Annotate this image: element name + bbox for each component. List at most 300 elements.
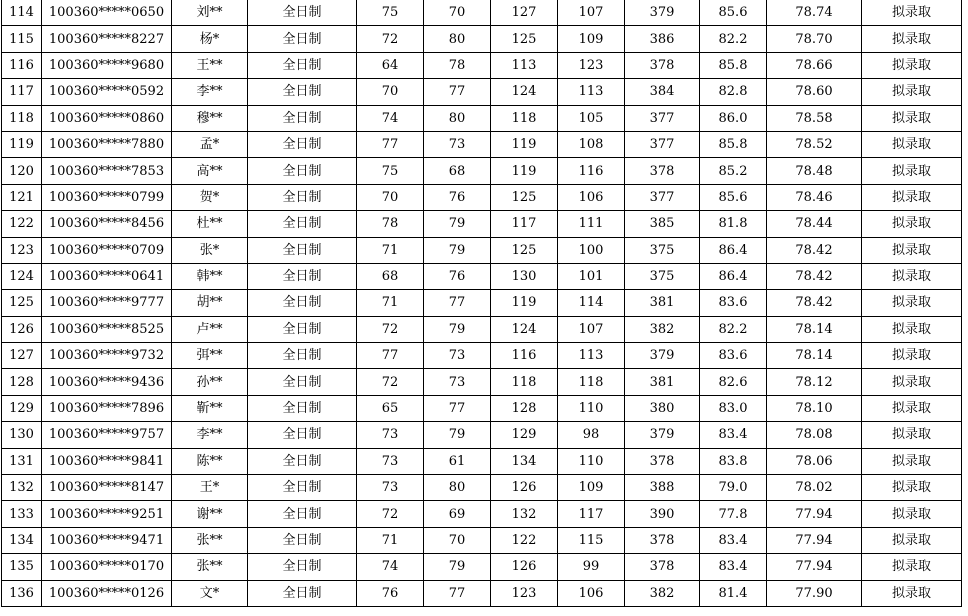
score-english-cell: 70 <box>424 527 491 553</box>
row-number-cell: 130 <box>2 422 42 448</box>
admission-status-cell: 拟录取 <box>862 105 962 131</box>
study-mode-cell: 全日制 <box>248 211 357 237</box>
score-english-cell: 77 <box>424 395 491 421</box>
score-math-cell: 127 <box>491 0 558 26</box>
score-major-cell: 113 <box>558 79 625 105</box>
total-score-cell: 375 <box>625 263 700 289</box>
exam-id-cell: 100360*****9732 <box>42 343 172 369</box>
score-major-cell: 114 <box>558 290 625 316</box>
candidate-name-cell: 杜** <box>172 211 248 237</box>
study-mode-cell: 全日制 <box>248 343 357 369</box>
exam-id-cell: 100360*****9757 <box>42 422 172 448</box>
retest-score-cell: 81.8 <box>700 211 767 237</box>
final-score-cell: 78.12 <box>767 369 862 395</box>
score-english-cell: 77 <box>424 79 491 105</box>
exam-id-cell: 100360*****9436 <box>42 369 172 395</box>
retest-score-cell: 85.8 <box>700 52 767 78</box>
score-major-cell: 101 <box>558 263 625 289</box>
total-score-cell: 386 <box>625 26 700 52</box>
score-major-cell: 107 <box>558 0 625 26</box>
row-number-cell: 127 <box>2 343 42 369</box>
study-mode-cell: 全日制 <box>248 237 357 263</box>
score-major-cell: 113 <box>558 343 625 369</box>
final-score-cell: 78.52 <box>767 131 862 157</box>
table-row <box>2 475 962 501</box>
exam-id-cell: 100360*****9777 <box>42 290 172 316</box>
score-math-cell: 128 <box>491 395 558 421</box>
exam-id-cell: 100360*****0650 <box>42 0 172 26</box>
candidate-name-cell: 文* <box>172 580 248 606</box>
score-english-cell: 70 <box>424 0 491 26</box>
score-math-cell: 126 <box>491 475 558 501</box>
score-major-cell: 107 <box>558 316 625 342</box>
score-english-cell: 79 <box>424 316 491 342</box>
final-score-cell: 77.94 <box>767 527 862 553</box>
total-score-cell: 377 <box>625 131 700 157</box>
score-politics-cell: 70 <box>357 184 424 210</box>
table-row <box>2 343 962 369</box>
score-math-cell: 125 <box>491 237 558 263</box>
study-mode-cell: 全日制 <box>248 395 357 421</box>
admission-status-cell: 拟录取 <box>862 0 962 26</box>
study-mode-cell: 全日制 <box>248 131 357 157</box>
score-english-cell: 78 <box>424 52 491 78</box>
candidate-name-cell: 靳** <box>172 395 248 421</box>
study-mode-cell: 全日制 <box>248 290 357 316</box>
candidate-name-cell: 穆** <box>172 105 248 131</box>
row-number-cell: 114 <box>2 0 42 26</box>
score-politics-cell: 64 <box>357 52 424 78</box>
score-politics-cell: 72 <box>357 26 424 52</box>
total-score-cell: 380 <box>625 395 700 421</box>
table-row <box>2 501 962 527</box>
final-score-cell: 78.08 <box>767 422 862 448</box>
admission-status-cell: 拟录取 <box>862 263 962 289</box>
exam-id-cell: 100360*****7896 <box>42 395 172 421</box>
score-english-cell: 80 <box>424 475 491 501</box>
final-score-cell: 78.48 <box>767 158 862 184</box>
score-politics-cell: 74 <box>357 105 424 131</box>
score-politics-cell: 75 <box>357 0 424 26</box>
score-english-cell: 79 <box>424 237 491 263</box>
score-major-cell: 100 <box>558 237 625 263</box>
table-row <box>2 237 962 263</box>
candidate-name-cell: 李** <box>172 422 248 448</box>
admission-status-cell: 拟录取 <box>862 184 962 210</box>
score-math-cell: 125 <box>491 184 558 210</box>
table-row <box>2 369 962 395</box>
score-math-cell: 129 <box>491 422 558 448</box>
final-score-cell: 78.42 <box>767 290 862 316</box>
retest-score-cell: 82.2 <box>700 26 767 52</box>
exam-id-cell: 100360*****8147 <box>42 475 172 501</box>
admission-status-cell: 拟录取 <box>862 316 962 342</box>
score-english-cell: 79 <box>424 211 491 237</box>
score-politics-cell: 71 <box>357 290 424 316</box>
score-math-cell: 124 <box>491 316 558 342</box>
score-english-cell: 77 <box>424 290 491 316</box>
score-politics-cell: 77 <box>357 131 424 157</box>
score-math-cell: 134 <box>491 448 558 474</box>
score-english-cell: 79 <box>424 554 491 580</box>
study-mode-cell: 全日制 <box>248 263 357 289</box>
total-score-cell: 375 <box>625 237 700 263</box>
study-mode-cell: 全日制 <box>248 0 357 26</box>
score-english-cell: 73 <box>424 131 491 157</box>
candidate-name-cell: 张** <box>172 554 248 580</box>
total-score-cell: 381 <box>625 290 700 316</box>
total-score-cell: 379 <box>625 343 700 369</box>
row-number-cell: 120 <box>2 158 42 184</box>
candidate-name-cell: 谢** <box>172 501 248 527</box>
total-score-cell: 377 <box>625 105 700 131</box>
score-politics-cell: 72 <box>357 501 424 527</box>
candidate-name-cell: 孙** <box>172 369 248 395</box>
score-english-cell: 79 <box>424 422 491 448</box>
exam-id-cell: 100360*****9471 <box>42 527 172 553</box>
score-english-cell: 68 <box>424 158 491 184</box>
final-score-cell: 78.02 <box>767 475 862 501</box>
score-major-cell: 110 <box>558 448 625 474</box>
total-score-cell: 379 <box>625 0 700 26</box>
candidate-name-cell: 张** <box>172 527 248 553</box>
final-score-cell: 78.60 <box>767 79 862 105</box>
exam-id-cell: 100360*****0170 <box>42 554 172 580</box>
candidate-name-cell: 弭** <box>172 343 248 369</box>
study-mode-cell: 全日制 <box>248 501 357 527</box>
candidate-name-cell: 王** <box>172 52 248 78</box>
exam-id-cell: 100360*****9251 <box>42 501 172 527</box>
final-score-cell: 78.42 <box>767 263 862 289</box>
table-row <box>2 158 962 184</box>
admission-status-cell: 拟录取 <box>862 290 962 316</box>
admission-status-cell: 拟录取 <box>862 501 962 527</box>
candidate-name-cell: 杨* <box>172 26 248 52</box>
exam-id-cell: 100360*****0860 <box>42 105 172 131</box>
total-score-cell: 382 <box>625 580 700 606</box>
score-major-cell: 111 <box>558 211 625 237</box>
score-english-cell: 80 <box>424 105 491 131</box>
study-mode-cell: 全日制 <box>248 448 357 474</box>
score-english-cell: 76 <box>424 263 491 289</box>
final-score-cell: 78.74 <box>767 0 862 26</box>
total-score-cell: 379 <box>625 422 700 448</box>
admission-status-cell: 拟录取 <box>862 580 962 606</box>
final-score-cell: 78.14 <box>767 316 862 342</box>
score-major-cell: 99 <box>558 554 625 580</box>
score-major-cell: 123 <box>558 52 625 78</box>
candidate-name-cell: 李** <box>172 79 248 105</box>
total-score-cell: 385 <box>625 211 700 237</box>
retest-score-cell: 85.8 <box>700 131 767 157</box>
score-math-cell: 119 <box>491 290 558 316</box>
candidate-name-cell: 卢** <box>172 316 248 342</box>
score-major-cell: 115 <box>558 527 625 553</box>
score-english-cell: 69 <box>424 501 491 527</box>
admission-status-cell: 拟录取 <box>862 131 962 157</box>
score-math-cell: 113 <box>491 52 558 78</box>
row-number-cell: 123 <box>2 237 42 263</box>
row-number-cell: 118 <box>2 105 42 131</box>
table-row <box>2 448 962 474</box>
table-body <box>2 0 962 606</box>
score-math-cell: 123 <box>491 580 558 606</box>
study-mode-cell: 全日制 <box>248 158 357 184</box>
exam-id-cell: 100360*****7853 <box>42 158 172 184</box>
table-row <box>2 316 962 342</box>
row-number-cell: 133 <box>2 501 42 527</box>
score-math-cell: 130 <box>491 263 558 289</box>
exam-id-cell: 100360*****8456 <box>42 211 172 237</box>
row-number-cell: 119 <box>2 131 42 157</box>
score-politics-cell: 72 <box>357 369 424 395</box>
retest-score-cell: 83.6 <box>700 290 767 316</box>
score-math-cell: 122 <box>491 527 558 553</box>
score-math-cell: 119 <box>491 131 558 157</box>
admission-status-cell: 拟录取 <box>862 52 962 78</box>
study-mode-cell: 全日制 <box>248 475 357 501</box>
candidate-name-cell: 高** <box>172 158 248 184</box>
table-row <box>2 131 962 157</box>
row-number-cell: 135 <box>2 554 42 580</box>
score-math-cell: 118 <box>491 105 558 131</box>
score-math-cell: 132 <box>491 501 558 527</box>
admission-status-cell: 拟录取 <box>862 211 962 237</box>
score-english-cell: 73 <box>424 343 491 369</box>
row-number-cell: 134 <box>2 527 42 553</box>
candidate-name-cell: 刘** <box>172 0 248 26</box>
retest-score-cell: 79.0 <box>700 475 767 501</box>
row-number-cell: 121 <box>2 184 42 210</box>
score-major-cell: 98 <box>558 422 625 448</box>
exam-id-cell: 100360*****8227 <box>42 26 172 52</box>
row-number-cell: 129 <box>2 395 42 421</box>
retest-score-cell: 83.4 <box>700 422 767 448</box>
score-english-cell: 77 <box>424 580 491 606</box>
total-score-cell: 388 <box>625 475 700 501</box>
admission-status-cell: 拟录取 <box>862 158 962 184</box>
retest-score-cell: 81.4 <box>700 580 767 606</box>
total-score-cell: 390 <box>625 501 700 527</box>
total-score-cell: 377 <box>625 184 700 210</box>
final-score-cell: 78.46 <box>767 184 862 210</box>
table-row <box>2 79 962 105</box>
row-number-cell: 125 <box>2 290 42 316</box>
admission-status-cell: 拟录取 <box>862 369 962 395</box>
score-politics-cell: 71 <box>357 527 424 553</box>
table-row <box>2 105 962 131</box>
total-score-cell: 384 <box>625 79 700 105</box>
row-number-cell: 136 <box>2 580 42 606</box>
retest-score-cell: 83.8 <box>700 448 767 474</box>
score-major-cell: 109 <box>558 475 625 501</box>
row-number-cell: 132 <box>2 475 42 501</box>
score-major-cell: 110 <box>558 395 625 421</box>
exam-id-cell: 100360*****7880 <box>42 131 172 157</box>
final-score-cell: 78.14 <box>767 343 862 369</box>
score-math-cell: 117 <box>491 211 558 237</box>
row-number-cell: 116 <box>2 52 42 78</box>
table-row <box>2 580 962 606</box>
total-score-cell: 378 <box>625 52 700 78</box>
retest-score-cell: 86.4 <box>700 237 767 263</box>
row-number-cell: 115 <box>2 26 42 52</box>
retest-score-cell: 85.2 <box>700 158 767 184</box>
total-score-cell: 382 <box>625 316 700 342</box>
candidate-name-cell: 韩** <box>172 263 248 289</box>
final-score-cell: 77.94 <box>767 501 862 527</box>
retest-score-cell: 82.8 <box>700 79 767 105</box>
admission-status-cell: 拟录取 <box>862 422 962 448</box>
score-major-cell: 108 <box>558 131 625 157</box>
table-row <box>2 554 962 580</box>
admission-status-cell: 拟录取 <box>862 237 962 263</box>
score-politics-cell: 74 <box>357 554 424 580</box>
table-row <box>2 0 962 26</box>
retest-score-cell: 83.4 <box>700 554 767 580</box>
exam-id-cell: 100360*****0126 <box>42 580 172 606</box>
score-math-cell: 116 <box>491 343 558 369</box>
exam-id-cell: 100360*****0709 <box>42 237 172 263</box>
retest-score-cell: 86.4 <box>700 263 767 289</box>
score-major-cell: 105 <box>558 105 625 131</box>
admission-status-cell: 拟录取 <box>862 79 962 105</box>
final-score-cell: 77.90 <box>767 580 862 606</box>
final-score-cell: 77.94 <box>767 554 862 580</box>
score-politics-cell: 73 <box>357 448 424 474</box>
score-politics-cell: 73 <box>357 422 424 448</box>
retest-score-cell: 85.6 <box>700 184 767 210</box>
score-math-cell: 126 <box>491 554 558 580</box>
score-politics-cell: 78 <box>357 211 424 237</box>
score-politics-cell: 75 <box>357 158 424 184</box>
exam-id-cell: 100360*****0592 <box>42 79 172 105</box>
score-politics-cell: 71 <box>357 237 424 263</box>
table-row <box>2 26 962 52</box>
retest-score-cell: 83.4 <box>700 527 767 553</box>
score-politics-cell: 72 <box>357 316 424 342</box>
score-major-cell: 116 <box>558 158 625 184</box>
row-number-cell: 124 <box>2 263 42 289</box>
final-score-cell: 78.06 <box>767 448 862 474</box>
score-english-cell: 76 <box>424 184 491 210</box>
total-score-cell: 381 <box>625 369 700 395</box>
candidate-name-cell: 孟* <box>172 131 248 157</box>
row-number-cell: 117 <box>2 79 42 105</box>
admission-status-cell: 拟录取 <box>862 395 962 421</box>
table-row <box>2 395 962 421</box>
score-major-cell: 106 <box>558 580 625 606</box>
admission-status-cell: 拟录取 <box>862 527 962 553</box>
candidate-name-cell: 胡** <box>172 290 248 316</box>
table-row <box>2 290 962 316</box>
score-politics-cell: 65 <box>357 395 424 421</box>
final-score-cell: 78.42 <box>767 237 862 263</box>
retest-score-cell: 85.6 <box>700 0 767 26</box>
score-major-cell: 118 <box>558 369 625 395</box>
admission-status-cell: 拟录取 <box>862 554 962 580</box>
admission-table <box>1 0 962 607</box>
total-score-cell: 378 <box>625 527 700 553</box>
score-major-cell: 106 <box>558 184 625 210</box>
exam-id-cell: 100360*****0799 <box>42 184 172 210</box>
row-number-cell: 128 <box>2 369 42 395</box>
exam-id-cell: 100360*****9841 <box>42 448 172 474</box>
row-number-cell: 122 <box>2 211 42 237</box>
study-mode-cell: 全日制 <box>248 554 357 580</box>
table-row <box>2 263 962 289</box>
study-mode-cell: 全日制 <box>248 369 357 395</box>
exam-id-cell: 100360*****0641 <box>42 263 172 289</box>
candidate-name-cell: 张* <box>172 237 248 263</box>
admission-status-cell: 拟录取 <box>862 343 962 369</box>
table-row <box>2 184 962 210</box>
final-score-cell: 78.66 <box>767 52 862 78</box>
study-mode-cell: 全日制 <box>248 527 357 553</box>
total-score-cell: 378 <box>625 448 700 474</box>
row-number-cell: 131 <box>2 448 42 474</box>
study-mode-cell: 全日制 <box>248 26 357 52</box>
score-math-cell: 124 <box>491 79 558 105</box>
score-english-cell: 80 <box>424 26 491 52</box>
exam-id-cell: 100360*****9680 <box>42 52 172 78</box>
final-score-cell: 78.10 <box>767 395 862 421</box>
score-major-cell: 117 <box>558 501 625 527</box>
score-english-cell: 61 <box>424 448 491 474</box>
candidate-name-cell: 贺* <box>172 184 248 210</box>
retest-score-cell: 77.8 <box>700 501 767 527</box>
score-politics-cell: 76 <box>357 580 424 606</box>
table-row <box>2 52 962 78</box>
score-politics-cell: 68 <box>357 263 424 289</box>
admission-status-cell: 拟录取 <box>862 448 962 474</box>
study-mode-cell: 全日制 <box>248 79 357 105</box>
score-politics-cell: 77 <box>357 343 424 369</box>
table-row <box>2 527 962 553</box>
candidate-name-cell: 王* <box>172 475 248 501</box>
row-number-cell: 126 <box>2 316 42 342</box>
retest-score-cell: 83.0 <box>700 395 767 421</box>
admission-status-cell: 拟录取 <box>862 475 962 501</box>
study-mode-cell: 全日制 <box>248 184 357 210</box>
score-math-cell: 118 <box>491 369 558 395</box>
study-mode-cell: 全日制 <box>248 105 357 131</box>
retest-score-cell: 82.6 <box>700 369 767 395</box>
final-score-cell: 78.70 <box>767 26 862 52</box>
score-politics-cell: 73 <box>357 475 424 501</box>
score-english-cell: 73 <box>424 369 491 395</box>
retest-score-cell: 82.2 <box>700 316 767 342</box>
candidate-name-cell: 陈** <box>172 448 248 474</box>
score-math-cell: 119 <box>491 158 558 184</box>
final-score-cell: 78.44 <box>767 211 862 237</box>
exam-id-cell: 100360*****8525 <box>42 316 172 342</box>
total-score-cell: 378 <box>625 554 700 580</box>
retest-score-cell: 83.6 <box>700 343 767 369</box>
final-score-cell: 78.58 <box>767 105 862 131</box>
study-mode-cell: 全日制 <box>248 580 357 606</box>
retest-score-cell: 86.0 <box>700 105 767 131</box>
study-mode-cell: 全日制 <box>248 422 357 448</box>
table-row <box>2 422 962 448</box>
score-math-cell: 125 <box>491 26 558 52</box>
admission-status-cell: 拟录取 <box>862 26 962 52</box>
score-major-cell: 109 <box>558 26 625 52</box>
study-mode-cell: 全日制 <box>248 316 357 342</box>
study-mode-cell: 全日制 <box>248 52 357 78</box>
table-row <box>2 211 962 237</box>
score-politics-cell: 70 <box>357 79 424 105</box>
